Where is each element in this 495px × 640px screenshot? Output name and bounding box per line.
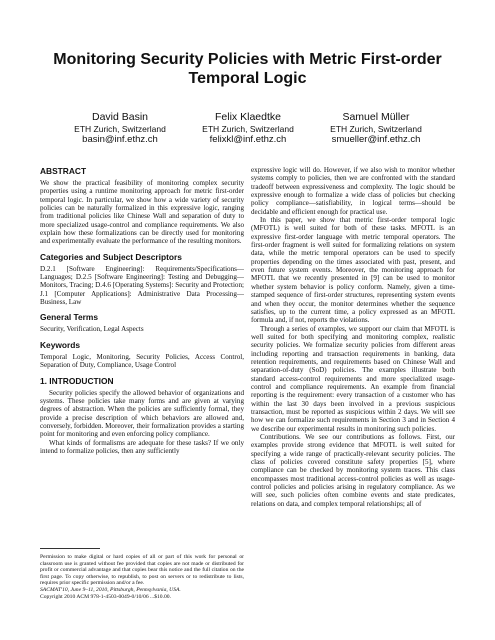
title-line-1: Monitoring Security Policies with Metric First-order — [53, 51, 442, 68]
right-paragraph-3: Through a series of examples, we support our claim that MFOTL is well suited for both specifying and monitoring complex, realistic security policies. We formalize security policies from different areas including reporting and transaction requirements in banking, data retention requirements, and requirements based on Chinese Wall and separation-of-duty (SoD) policies. The examples illustrate both standard access-control requirements and more specialized usage-control and compliance requirements. An example from financial reporting is the requirement: every transaction of a customer who has within the last 30 days been involved in a previous suspicious transaction, must be reported as suspicious within 2 days. We will see how we can formalize such requirements in Section 3 and in Section 4 we describe our experimental results in monitoring such policies. — [251, 324, 455, 433]
general-terms-heading: General Terms — [40, 312, 99, 323]
author-name: Samuel Müller — [342, 111, 410, 123]
author-affiliation: ETH Zurich, Switzerland — [330, 124, 422, 134]
copyright-text: Copyright 2010 ACM 978-1-4503-0049-0/10/06 ...$10.00. — [40, 593, 171, 600]
keywords-heading: Keywords — [40, 339, 81, 350]
author-1 — [55, 111, 185, 145]
introduction-paragraph-2: What kinds of formalisms are adequate for these tasks? If we only intend to formalize policies, then any sufficiently — [40, 438, 244, 455]
introduction-heading: 1. INTRODUCTION — [40, 375, 114, 386]
left-column — [40, 166, 244, 455]
title-line-2: Temporal Logic — [188, 70, 307, 87]
general-terms-text: Security, Verification, Legal Aspects — [40, 325, 144, 334]
author-email: basin@inf.ethz.ch — [82, 134, 158, 145]
categories-heading: Categories and Subject Descriptors — [40, 251, 182, 262]
abstract-heading: ABSTRACT — [40, 166, 87, 176]
author-2 — [183, 111, 313, 145]
contributions-paragraph: Contributions. We see our contributions as follows. First, our examples provide strong evidence that MFOTL is well suited for specifying a wide range of practically-relevant security policies. The class of policies covered constitute safety properties [5], where compliance can be checked by monitoring system traces. This class encompasses most traditional access-control policies as well as usage-control policies and policies arising in regulatory compliance. As we will see, such policies often combine events and state predicates, relations on data, and complex temporal relationships; all of — [251, 433, 455, 508]
right-paragraph-1: expressive logic will do. However, if we also wish to monitor whether systems comply to policies, then we are confronted with the standard tradeoff between expressiveness and complexity. The logic should be expressive enough to formalize a wide class of policies but checking policy compliance—satisfiability, in logical terms—should be decidable and efficient enough for practical use. — [251, 166, 455, 216]
venue-text: SACMAT'10, June 9–11, 2010, Pittsburgh, Pennsylvania, USA. — [40, 586, 181, 593]
permission-text: Permission to make digital or hard copies of all or part of this work for personal or classroom use is granted without fee provided that copies are not made or distributed for profit or commercial advantage and that copies bear this notice and the full citation on the first page. To copy otherwise, to republish, to post on servers or to redistribute to lists, requires prior specific permission and/or a fee. — [40, 554, 244, 587]
footnote-rule — [40, 548, 100, 549]
author-name: Felix Klaedtke — [215, 111, 281, 123]
categories-text: D.2.1 [Software Engineering]: Requirements/Specifications—Languages; D.2.5 [Software Engineering]: Testing and Debugging—Monitors, Tracing; D.4.6 [Operating Systems]: Security and Protection; J.1 [Computer Applications]: Administrative Data Processing—Business, Law — [40, 264, 244, 307]
author-3 — [311, 111, 441, 145]
introduction-paragraph-1: Security policies specify the allowed behavior of organizations and systems. These policies take many forms and are given at varying degrees of abstraction. When the policies are sufficiently formal, they provide a precise description of which behaviors are allowed and, conversely, forbidden. Moreover, their formalization provides a starting point for monitoring and even enforcing policy compliance. — [40, 388, 244, 439]
abstract-text: We show the practical feasibility of monitoring complex security properties using a runtime monitoring approach for metric first-order temporal logic. In particular, we show how a wide variety of security policies can be naturally formalized in this expressive logic, ranging from traditional policies like Chinese Wall and separation of duty to more specialized usage-control and compliance requirements. We also explain how these formalizations can be directly used for monitoring and experimentally evaluate the performance of the resulting monitors. — [40, 179, 244, 246]
copyright-notice — [40, 554, 244, 600]
author-name: David Basin — [91, 111, 149, 123]
keywords-text: Temporal Logic, Monitoring, Security Policies, Access Control, Separation of Duty, Compliance, Usage Control — [40, 352, 244, 370]
author-email: smueller@inf.ethz.ch — [331, 134, 421, 145]
author-affiliation: ETH Zurich, Switzerland — [74, 124, 166, 134]
right-column — [251, 166, 455, 514]
author-email: felixkl@inf.ethz.ch — [209, 134, 287, 145]
paper-title — [40, 50, 455, 88]
author-affiliation: ETH Zurich, Switzerland — [202, 124, 294, 134]
right-paragraph-2: In this paper, we show that metric first-order temporal logic (MFOTL) is well suited for both of these tasks. MFOTL is an expressive first-order language with metric temporal operators. The first-order fragment is well suited for formalizing relations on system data, while the metric temporal operators can be used to specify properties depending on the times associated with past, present, and even future system events. Moreover, the monitoring approach for MFOTL that we recently presented in [9] can be used to monitor whether system behavior is policy conform. Namely, given a time-stamped sequence of first-order structures, representing system events and when they occur, the monitor determines whether the sequence satisfies, up to the current time, a policy expressed as an MFOTL formula and, if not, reports the violations. — [251, 216, 455, 325]
